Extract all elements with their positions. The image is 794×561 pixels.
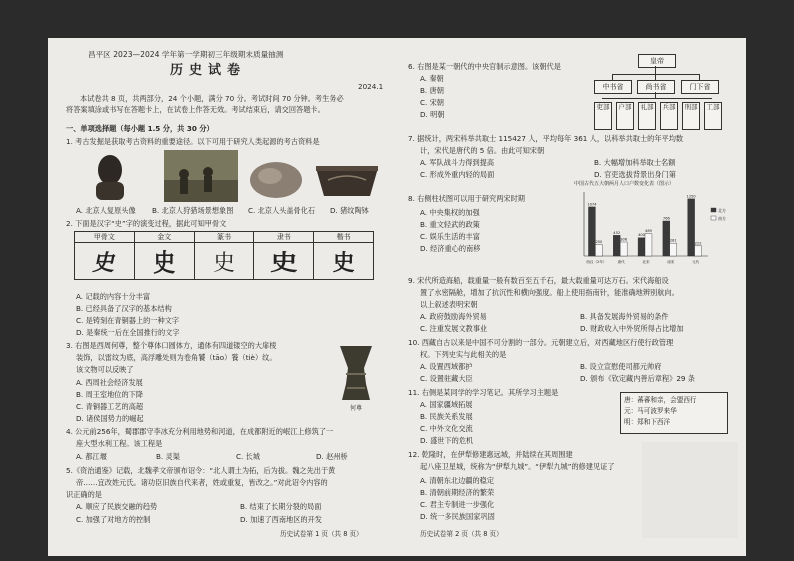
q11-stem: 11. 右侧是某同学的学习笔记。其所学习主题是: [408, 388, 559, 397]
q2-glyph-oracle: 史: [71, 243, 139, 280]
chart-legend-label: 北方: [718, 208, 726, 213]
page-1-footer: 历史试卷第 1 页（共 8 页）: [280, 530, 363, 538]
chart-data-label: 1250: [686, 194, 696, 199]
q5-stem-1: 5.《资治通鉴》记载，北魏孝文帝颁布诏令：“北人谓土为拓，后为拔。魏之先出于黄: [66, 466, 336, 475]
q8-option-a[interactable]: A. 中央集权的加强: [420, 208, 480, 217]
q3-caption: 何尊: [350, 405, 363, 412]
exam-paper-photo: [48, 38, 746, 556]
diagram-works-ministry: 工部: [704, 102, 722, 130]
q10-option-a[interactable]: A. 设置西域都护: [420, 362, 473, 371]
q4-stem-1: 4. 公元前256年，蜀郡郡守李冰充分利用地势和河道，在成都附近的岷江上修筑了一: [66, 427, 334, 436]
q8-option-b[interactable]: B. 重文轻武的政策: [420, 220, 480, 229]
q11-option-c[interactable]: C. 中外文化交流: [420, 424, 473, 433]
q6-option-a[interactable]: A. 秦朝: [420, 74, 444, 83]
q2-header-oracle: 甲骨文: [75, 232, 135, 243]
q2-glyph-seal: 史: [194, 243, 254, 280]
q9-stem-3: 以上叙述表明宋朝: [420, 300, 478, 309]
q9-option-a[interactable]: A. 政府鼓励海外贸易: [420, 312, 487, 321]
diagram-personnel-ministry: 吏部: [594, 102, 612, 130]
q9-option-b[interactable]: B. 具备发展海外贸易的条件: [580, 312, 669, 321]
chart-bar: [620, 242, 627, 256]
q2-header-clerical: 隶书: [254, 232, 314, 243]
chart-bar: [595, 245, 602, 256]
chart-bar: [688, 199, 695, 256]
chart-data-label: 306: [620, 237, 628, 242]
q2-header-bronze: 金文: [134, 232, 194, 243]
q1-option-b[interactable]: B. 北京人狩猎场景想象图: [152, 206, 234, 215]
q4-stem-2: 座大型水利工程。该工程是: [76, 439, 163, 448]
chart-data-label: 489: [645, 229, 652, 234]
q4-option-d[interactable]: D. 赵州桥: [316, 452, 348, 461]
q1-stem: 1. 考古发掘是获取考古资料的重要途径。以下可用于研究人类起源的考古资料是: [66, 137, 320, 146]
q11-option-d[interactable]: D. 盛世下的危机: [420, 436, 474, 445]
diagram-revenue-ministry: 户部: [616, 102, 634, 130]
instructions-line-2: 将答案填涂或书写在答题卡上，在试卷上作答无效。考试结束后，请交回答题卡。: [66, 105, 325, 114]
chart-data-label: 452: [613, 230, 621, 235]
chart-bar: [663, 221, 670, 256]
q1-option-d[interactable]: D. 猪纹陶钵: [330, 206, 369, 215]
q1-hunting-scene-image: [164, 150, 238, 202]
q7-stem-2: 计，宋代是唐代的 5 倍。由此可知宋朝: [420, 146, 545, 155]
chart-bar: [588, 207, 595, 256]
q2-option-c[interactable]: C. 是铸刻在青铜器上的一种文字: [76, 316, 180, 325]
diagram-state-affairs-box: 门下省: [681, 80, 719, 94]
chart-legend-swatch: [711, 208, 716, 212]
q12-option-d[interactable]: D. 统一多民族国家巩固: [420, 512, 495, 521]
q10-option-d[interactable]: D. 颁布《钦定藏内善后章程》29 条: [580, 374, 695, 383]
q12-stem-2: 起八座卫星城，统称为“伊犁九城”。“伊犁九城”的修建见证了: [420, 462, 615, 471]
q2-option-a[interactable]: A. 记载的内容十分丰富: [76, 292, 151, 301]
q5-stem-2: 帝……宜改姓元氏。诸功臣旧族自代来者，姓或重复，皆改之。”对此诏令内容的: [76, 478, 328, 487]
q10-option-c[interactable]: C. 设置驻藏大臣: [420, 374, 473, 383]
q4-option-c[interactable]: C. 长城: [236, 452, 260, 461]
q9-option-d[interactable]: D. 财政收入中外贸所得占比增加: [580, 324, 684, 333]
q8-population-chart: [570, 180, 734, 270]
page-2-footer: 历史试卷第 2 页（共 8 页）: [420, 530, 503, 538]
diagram-justice-ministry: 刑部: [682, 102, 700, 130]
chart-category-label: 南宋: [667, 260, 675, 264]
chart-legend-swatch: [711, 216, 716, 220]
q8-stem: 8. 右侧柱状图可以用于研究两宋时期: [408, 194, 525, 203]
q4-option-a[interactable]: A. 都江堰: [76, 452, 107, 461]
q6-option-c[interactable]: C. 宋朝: [420, 98, 444, 107]
instructions-line-1: 本试卷共 8 页，共两部分，24 个小题，满分 70 分。考试时间 70 分钟。考生务必: [80, 94, 344, 103]
q5-option-c[interactable]: C. 加强了对地方的控制: [76, 515, 151, 524]
bust-icon: [90, 150, 130, 202]
diagram-secretariat-box: 中书省: [594, 80, 632, 94]
q9-stem-1: 9. 宋代所造海船，载重量一般有数百至五千石，最大载重量可达万石。宋代海船设: [408, 276, 669, 285]
chart-category-label: 北宋: [642, 260, 650, 264]
q2-header-regular: 楷书: [314, 232, 374, 243]
chart-bar: [670, 243, 677, 256]
diagram-chancellery-box: 尚书省: [637, 80, 675, 94]
q6-stem: 6. 右图是某一朝代的中央官制示意图。该朝代是: [408, 62, 561, 71]
q10-stem-1: 10. 西藏自古以来是中国不可分割的一部分。元朝建立后，对西藏地区行使行政管理: [408, 338, 674, 347]
q2-option-d[interactable]: D. 是秦统一后在全国推行的文字: [76, 328, 180, 337]
q11-option-a[interactable]: A. 国家疆域拓展: [420, 400, 473, 409]
subject-title: 历史试卷: [170, 63, 247, 78]
q10-stem-2: 权。下列史实与此相关的是: [420, 350, 507, 359]
note-line-2: 元：马可波罗来华: [624, 407, 677, 415]
chart-data-label: 250: [595, 240, 603, 245]
q1-skull-fossil-image: [248, 156, 304, 200]
chart-bar: [613, 235, 620, 256]
q12-option-c[interactable]: C. 君主专制进一步强化: [420, 500, 495, 509]
q5-option-a[interactable]: A. 顺应了民族交融的趋势: [76, 502, 158, 511]
chart-svg: [570, 188, 734, 270]
q9-option-c[interactable]: C. 注重发展文教事业: [420, 324, 488, 333]
exam-date: 2024.1: [358, 82, 384, 91]
q3-he-zun-image: [336, 344, 376, 402]
chart-bar: [638, 238, 645, 256]
chart-legend-label: 南方: [718, 216, 726, 221]
diagram-emperor-box: 皇帝: [638, 54, 676, 68]
q3-option-c[interactable]: C. 青铜器工艺的高超: [76, 402, 144, 411]
q3-stem-1: 3. 右图是西周何尊，整个尊体口圆体方，通体有四道镂空的大扉棱: [66, 341, 277, 350]
q5-stem-3: 识正确的是: [66, 490, 102, 499]
section-heading: 一、单项选择题（每小题 1.5 分，共 30 分）: [66, 124, 214, 133]
q5-option-d[interactable]: D. 加速了西南地区的开发: [240, 515, 322, 524]
q7-option-d[interactable]: D. 官吏选拔背景出身门第: [594, 170, 676, 179]
q3-option-a[interactable]: A. 西周社会经济发展: [76, 378, 143, 387]
chart-data-label: 400: [638, 233, 645, 238]
diagram-war-ministry: 兵部: [660, 102, 678, 130]
q3-option-d[interactable]: D. 诸侯国势力的崛起: [76, 414, 144, 423]
hunting-scene-icon: [164, 150, 238, 202]
q2-glyph-clerical: 史: [246, 243, 321, 280]
chart-data-label: 1074: [587, 202, 597, 207]
chart-bar: [645, 234, 652, 256]
chart-title: 中国古代五大朝两月人口户数变化表（图示）: [574, 181, 675, 187]
q1-head-reconstruction-image: [90, 150, 130, 202]
q7-stem-1: 7. 据统计，两宋科举共取士 115427 人，平均每年 361 人，以科举共取士的年平均数: [408, 134, 684, 143]
q2-glyph-bronze: 史: [134, 241, 194, 282]
q7-option-a[interactable]: A. 军队战斗力得到提高: [420, 158, 495, 167]
skull-icon: [248, 156, 304, 200]
q2-option-b[interactable]: B. 已经具备了汉字的基本结构: [76, 304, 172, 313]
q2-glyph-regular: 史: [314, 243, 374, 280]
q3-option-b[interactable]: B. 周王室地位的下降: [76, 390, 144, 399]
q2-stem: 2. 下面是汉字“史”字的演变过程，据此可知甲骨文: [66, 219, 227, 228]
bowl-icon: [314, 160, 380, 200]
note-line-1: 唐：蕃蕃和亲，会盟西行: [624, 396, 697, 404]
q12-map-placeholder: [642, 442, 738, 538]
q12-option-b[interactable]: B. 清朝前期经济的繁荣: [420, 488, 495, 497]
q1-option-a[interactable]: A. 北京人复原头像: [76, 206, 136, 215]
note-line-3: 明：郑和下西洋: [624, 418, 671, 426]
q9-stem-2: 置了水密隔舱，增加了抗沉性和横向强度。船上使用指南针，能准确地辨别航向。: [420, 288, 679, 297]
chart-data-label: 766: [662, 216, 670, 221]
diagram-rites-ministry: 礼部: [638, 102, 656, 130]
chart-category-label: 唐代: [617, 260, 625, 264]
chart-data-label: 222: [694, 241, 702, 246]
q7-option-b[interactable]: B. 大幅增加科举取士名额: [594, 158, 676, 167]
q3-stem-2: 装饰，以雷纹为底，高浮雕处则为卷角饕（tāo）餮（tiè）纹。: [76, 353, 277, 362]
q6-option-d[interactable]: D. 明朝: [420, 110, 445, 119]
q2-header-seal: 篆书: [194, 232, 254, 243]
q12-stem-1: 12. 乾隆时，在伊犁修建惠远城，并陆续在其周围建: [408, 450, 573, 459]
q12-option-a[interactable]: A. 清朝东北边疆的稳定: [420, 476, 495, 485]
q5-option-b[interactable]: B. 结束了长期分裂的局面: [240, 502, 322, 511]
q10-option-b[interactable]: B. 设立宣慰使司都元帅府: [580, 362, 662, 371]
q8-option-c[interactable]: C. 娱乐生活的丰富: [420, 232, 480, 241]
q2-character-evolution-table: [74, 231, 374, 280]
chart-bar: [695, 246, 702, 256]
q1-pottery-bowl-image: [314, 160, 380, 200]
bronze-vessel-icon: [336, 344, 376, 402]
q1-option-c[interactable]: C. 北京人头盖骨化石: [248, 206, 316, 215]
q7-option-c[interactable]: C. 形成外重内轻的局面: [420, 170, 495, 179]
q8-option-d[interactable]: D. 经济重心的南移: [420, 244, 481, 253]
chart-data-label: 281: [669, 238, 677, 243]
q4-option-b[interactable]: B. 灵渠: [156, 452, 180, 461]
chart-category-label: 元代: [692, 260, 700, 264]
q3-stem-3: 该文物可以反映了: [76, 365, 134, 374]
map-icon: [642, 442, 738, 538]
chart-category-label: 西汉（2年）: [586, 260, 607, 264]
exam-title: 昌平区 2023—2024 学年第一学期初三年级期末质量抽测: [88, 50, 284, 59]
q6-option-b[interactable]: B. 唐朝: [420, 86, 444, 95]
q11-option-b[interactable]: B. 民族关系发展: [420, 412, 473, 421]
q11-study-note: [620, 392, 728, 434]
